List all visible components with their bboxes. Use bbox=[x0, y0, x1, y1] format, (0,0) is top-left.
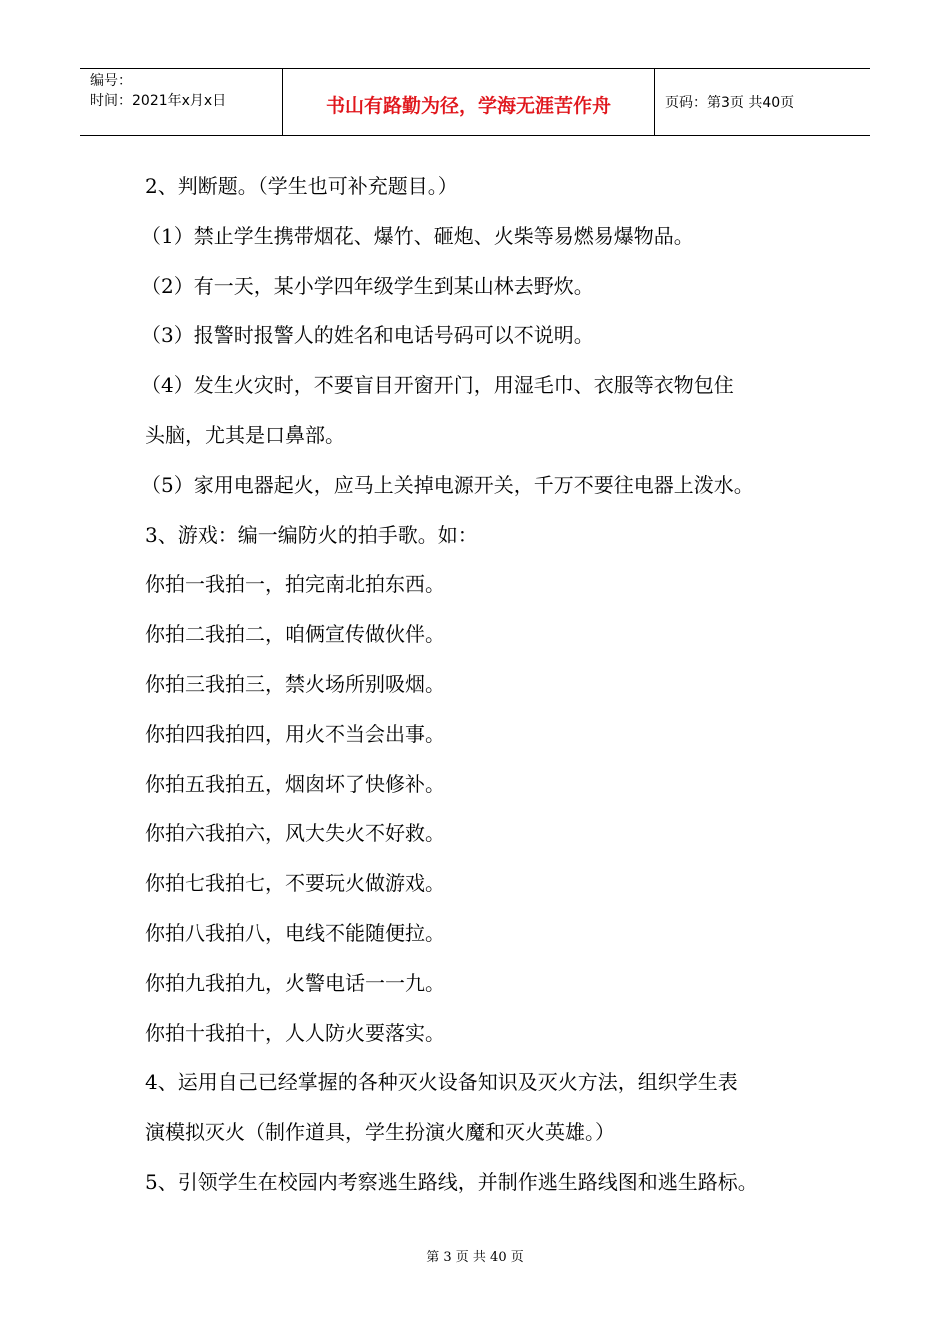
text-line: 你拍二我拍二，咱俩宣传做伙伴。 bbox=[145, 622, 445, 647]
text-line: 5、引领学生在校园内考察逃生路线，并制作逃生路线图和逃生路标。 bbox=[145, 1169, 758, 1194]
text-line: 你拍六我拍六，风大失火不好救。 bbox=[145, 821, 445, 846]
text-line: 你拍七我拍七，不要玩火做游戏。 bbox=[145, 871, 445, 896]
text-line: 4、运用自己已经掌握的各种灭火设备知识及灭火方法，组织学生表 bbox=[145, 1070, 738, 1095]
text-line: 你拍九我拍九，火警电话一一九。 bbox=[145, 970, 445, 995]
header-table bbox=[80, 68, 870, 136]
text-line: （1）禁止学生携带烟花、爆竹、砸炮、火柴等易燃易爆物品。 bbox=[141, 223, 694, 248]
text-line: 2、判断题。（学生也可补充题目。） bbox=[145, 174, 458, 198]
number-label: 编号： bbox=[90, 73, 132, 89]
text-line: （5）家用电器起火，应马上关掉电源开关，千万不要往电器上泼水。 bbox=[141, 472, 754, 497]
text-line: 你拍八我拍八，电线不能随便拉。 bbox=[145, 920, 445, 945]
time-label: 时间：2021年x月x日 bbox=[90, 93, 227, 109]
header-page-info: 页码：第3页 共40页 bbox=[665, 95, 795, 111]
text-line: 头脑，尤其是口鼻部。 bbox=[145, 422, 345, 447]
document-body bbox=[141, 162, 835, 1208]
header-motto: 书山有路勤为径，学海无涯苦作舟 bbox=[283, 69, 655, 135]
text-line: 3、游戏：编一编防火的拍手歌。如： bbox=[145, 522, 478, 547]
text-line: （3）报警时报警人的姓名和电话号码可以不说明。 bbox=[141, 323, 594, 348]
page-footer: 第 3 页 共 40 页 bbox=[426, 1250, 524, 1265]
header-meta bbox=[80, 69, 283, 135]
text-line: （2）有一天，某小学四年级学生到某山林去野炊。 bbox=[141, 273, 594, 298]
text-line: （4）发生火灾时，不要盲目开窗开门，用湿毛巾、衣服等衣物包住 bbox=[141, 373, 734, 398]
text-line: 你拍四我拍四，用火不当会出事。 bbox=[145, 721, 445, 746]
text-line: 演模拟灭火（制作道具，学生扮演火魔和灭火英雄。） bbox=[145, 1120, 615, 1145]
text-line: 你拍三我拍三，禁火场所别吸烟。 bbox=[145, 671, 445, 696]
text-line: 你拍十我拍十，人人防火要落实。 bbox=[145, 1020, 445, 1045]
text-line: 你拍五我拍五，烟囱坏了快修补。 bbox=[145, 771, 445, 796]
text-line: 你拍一我拍一，拍完南北拍东西。 bbox=[145, 572, 445, 597]
